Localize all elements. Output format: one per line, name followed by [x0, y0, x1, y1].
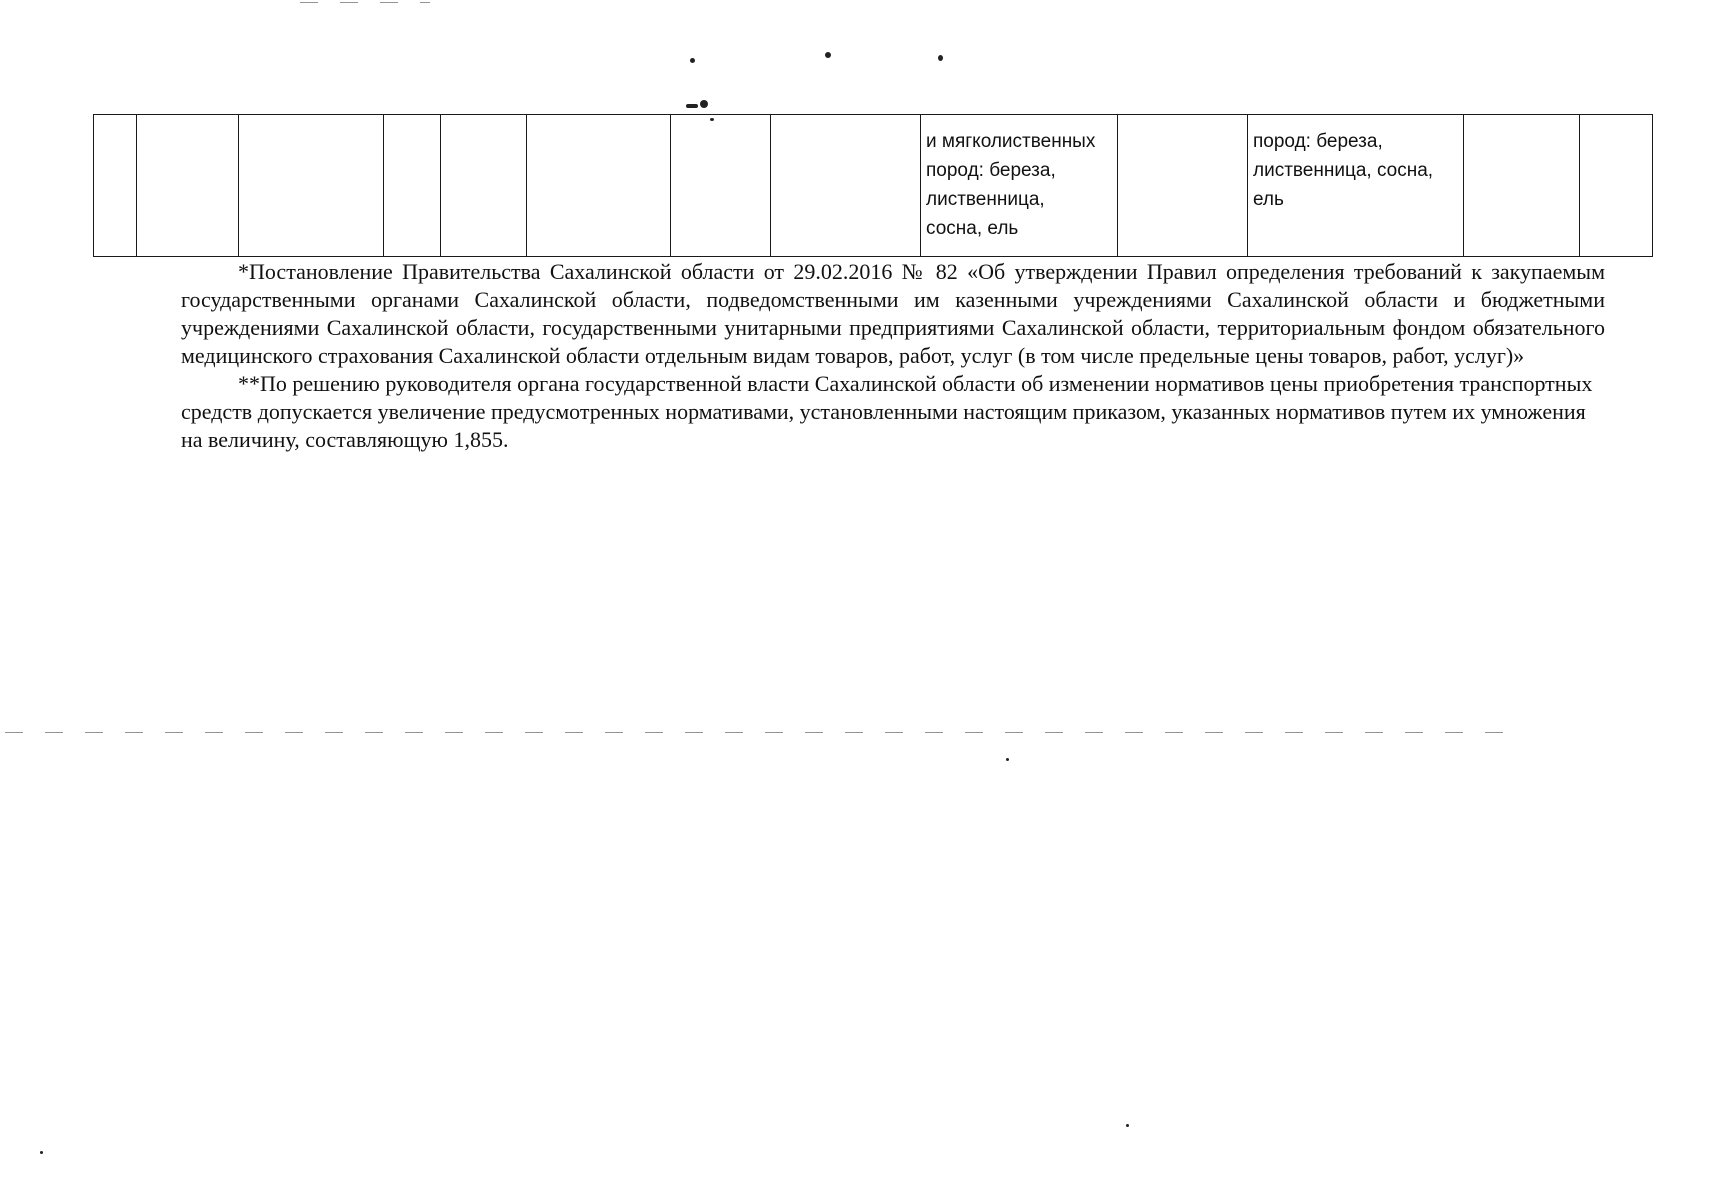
scan-speck	[40, 1151, 43, 1154]
scan-speck	[700, 100, 708, 108]
footnotes	[181, 258, 1605, 454]
table-cell	[671, 115, 771, 257]
scan-artifact-line	[5, 732, 1505, 733]
table-cell	[441, 115, 527, 257]
scan-speck	[690, 58, 695, 63]
table-row	[94, 115, 1653, 257]
scan-speck	[686, 104, 698, 108]
table-cell-wood-species: и мягколиственных пород: береза, лиственница, сосна, ель	[921, 115, 1118, 257]
requirements-table-fragment	[93, 114, 1653, 257]
table-cell	[384, 115, 441, 257]
scan-speck	[1006, 758, 1009, 761]
table-cell	[1464, 115, 1580, 257]
table-cell	[527, 115, 671, 257]
table-cell-wood-species: пород: береза, лиственница, сосна, ель	[1248, 115, 1464, 257]
table-cell	[137, 115, 239, 257]
footnote-price-multiplier: **По решению руководителя органа государственной власти Сахалинской области об изменении нормативов цены приобретения транспортных средств допускается увеличение предусмотренных нормативами, установленными настоящим приказом, указанных нормативов путем их умножения на величину, составляющую 1,855.	[181, 371, 1593, 452]
table-cell	[94, 115, 137, 257]
table-cell	[1580, 115, 1653, 257]
scan-speck	[938, 55, 943, 61]
footnote-resolution: *Постановление Правительства Сахалинской области от 29.02.2016 № 82 «Об утверждении Правил определения требований к закупаемым государственными органами Сахалинской области, подведомственными им казенными учреждениями Сахалинской области и бюджетными учреждениями Сахалинской области, государственными унитарными предприятиями Сахалинской области, территориальным фондом обязательного медицинского страхования Сахалинской области отдельным видам товаров, работ, услуг (в том числе предельные цены товаров, работ, услуг)»	[181, 259, 1605, 368]
scan-artifact-line	[300, 2, 430, 3]
table-cell	[1118, 115, 1248, 257]
scan-speck	[825, 52, 831, 58]
scan-speck	[1126, 1124, 1129, 1127]
table-cell	[771, 115, 921, 257]
table-cell	[239, 115, 384, 257]
